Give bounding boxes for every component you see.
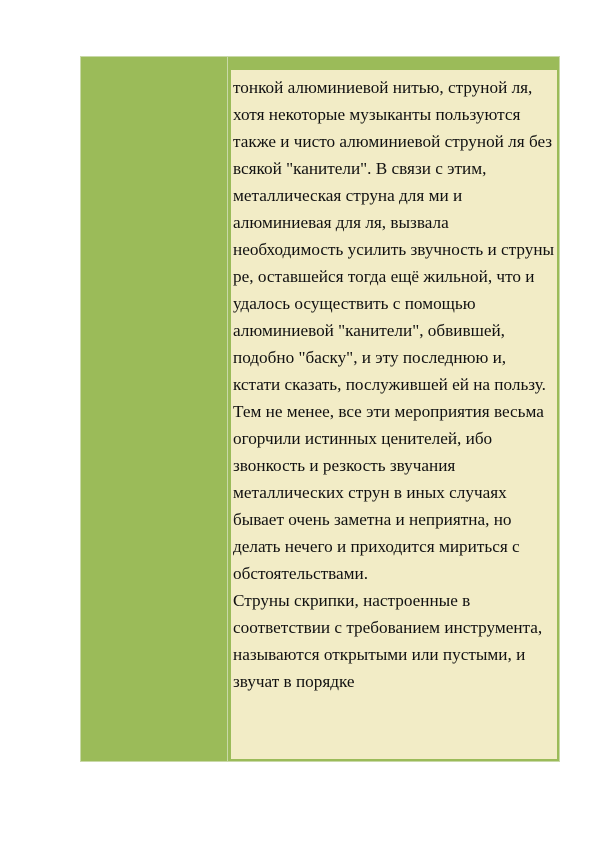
paragraph-1: тонкой алюминиевой нитью, струной ля, хотя некоторые музыканты пользуются также и чисто алюминиевой струной ля без всякой "канители". В связи с этим, металлическая струна для ми и алюминиевая для ля, вызвала необходимость усилить звучность и струны ре, оставшейся тогда ещё жильной, что и удалось осуществить с помощью алюминиевой "канители", обвившей, подобно "баску", и эту последнюю и, кстати сказать, послужившей ей на пользу. Тем не менее, все эти мероприятия весьма огорчили истинных ценителей, ибо звонкость и резкость звучания металлических струн в иных случаях бывает очень заметна и неприятна, но делать нечего и приходится мириться с обстоятельствами. <box>233 78 555 583</box>
paragraph-2: Струны скрипки, настроенные в соответствии с требованием инструмента, называются открытыми или пустыми, и звучат в порядке <box>233 591 543 691</box>
body-text <box>231 70 557 695</box>
content-table <box>80 56 560 762</box>
text-panel <box>231 70 557 759</box>
green-side-panel <box>81 57 228 761</box>
